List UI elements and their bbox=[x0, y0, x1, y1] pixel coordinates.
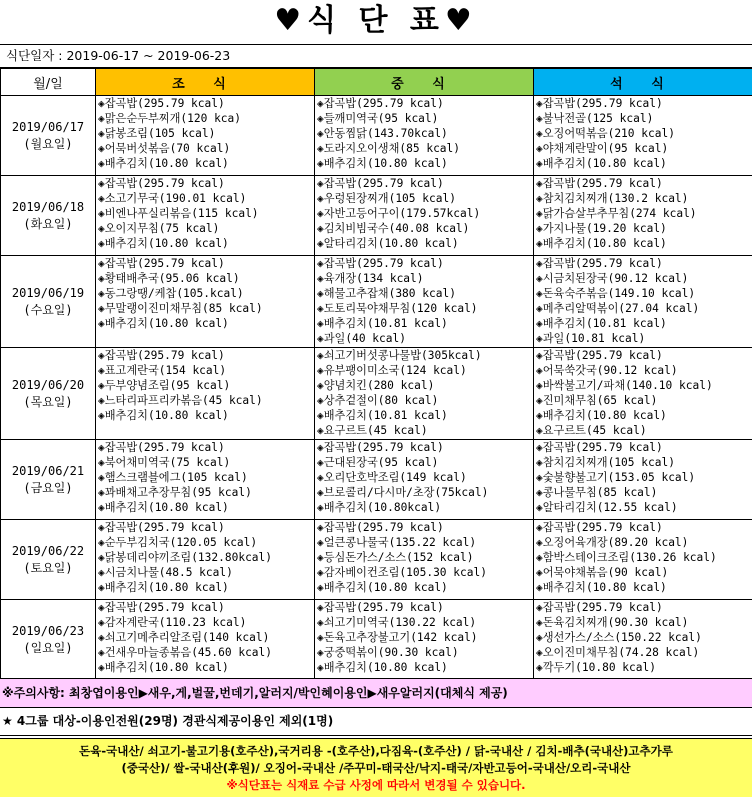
dish-item: ◈생선가스/소스(150.22 kcal) bbox=[536, 631, 702, 644]
day-weekday: (토요일) bbox=[23, 560, 73, 575]
dish-item: ◈요구르트(45 kcal) bbox=[536, 424, 647, 437]
dish-item: ◈어묵버섯볶음(70 kcal) bbox=[98, 142, 231, 155]
dish-item: ◈잡곡밥(295.79 kcal) bbox=[317, 177, 444, 190]
dish-item: ◈닭가슴살부추무침(274 kcal) bbox=[536, 207, 697, 220]
weekly-menu-table bbox=[0, 68, 752, 680]
dish-item: ◈쇠고기버섯콩나물밥(305kcal) bbox=[317, 349, 482, 362]
breakfast-cell bbox=[96, 176, 315, 256]
dish-item: ◈요구르트(45 kcal) bbox=[317, 424, 428, 437]
lunch-cell bbox=[315, 520, 534, 600]
dish-item: ◈잡곡밥(295.79 kcal) bbox=[98, 441, 225, 454]
dish-item: ◈북어채미역국(75 kcal) bbox=[98, 456, 231, 469]
dish-item: ◈배추김치(10.80 kcal) bbox=[317, 157, 448, 170]
day-weekday: (금요일) bbox=[23, 480, 73, 495]
dish-item: ◈숯불향불고기(153.05 kcal) bbox=[536, 471, 696, 484]
dish-item: ◈배추김치(10.80kcal) bbox=[317, 501, 442, 514]
dish-item: ◈잡곡밥(295.79 kcal) bbox=[98, 257, 225, 270]
dish-item: ◈알타리김치(12.55 kcal) bbox=[536, 501, 678, 514]
dinner-cell bbox=[534, 520, 752, 600]
dish-item: ◈표고계란국(154 kcal) bbox=[98, 364, 227, 377]
date-column-header: 월/일 bbox=[1, 69, 96, 96]
dish-item: ◈가지나물(19.20 kcal) bbox=[536, 222, 667, 235]
dish-item: ◈잡곡밥(295.79 kcal) bbox=[98, 177, 225, 190]
lunch-column-header: 중 식 bbox=[315, 69, 534, 96]
group-notice: ★ 4그룹 대상-이용인전원(29명) 경관식제공이용인 제외(1명) bbox=[0, 708, 752, 736]
day-weekday: (월요일) bbox=[23, 136, 73, 151]
lunch-cell bbox=[315, 348, 534, 440]
dish-item: ◈시금치된장국(90.12 kcal) bbox=[536, 272, 689, 285]
period-label: 식단일자 bbox=[6, 48, 55, 63]
day-date: 2019/06/21 bbox=[11, 463, 85, 478]
day-row bbox=[1, 256, 752, 348]
day-weekday: (수요일) bbox=[23, 302, 73, 317]
dish-item: ◈두부양념조림(95 kcal) bbox=[98, 379, 231, 392]
dish-item: ◈도토리묵야채무침(120 kcal) bbox=[317, 302, 478, 315]
dish-item: ◈상추겉절이(80 kcal) bbox=[317, 394, 439, 407]
dish-item: ◈잡곡밥(295.79 kcal) bbox=[98, 601, 225, 614]
dish-item: ◈시금치나물(48.5 kcal) bbox=[98, 566, 233, 579]
dish-item: ◈잡곡밥(295.79 kcal) bbox=[536, 257, 663, 270]
header-row bbox=[1, 69, 752, 96]
dish-item: ◈얼큰콩나물국(135.22 kcal) bbox=[317, 536, 477, 549]
dinner-cell bbox=[534, 176, 752, 256]
origin-info bbox=[0, 738, 752, 797]
dish-item: ◈바싹불고기/파채(140.10 kcal) bbox=[536, 379, 713, 392]
dish-item: ◈배추김치(10.80 kcal) bbox=[98, 661, 229, 674]
dish-item: ◈근대된장국(95 kcal) bbox=[317, 456, 439, 469]
day-row bbox=[1, 520, 752, 600]
dish-item: ◈잡곡밥(295.79 kcal) bbox=[317, 601, 444, 614]
dish-item: ◈맑은순두부찌개(120 kca) bbox=[98, 112, 242, 125]
dish-item: ◈건새우마늘종볶음(45.60 kcal) bbox=[98, 646, 273, 659]
day-weekday: (목요일) bbox=[23, 394, 73, 409]
dish-item: ◈잡곡밥(295.79 kcal) bbox=[536, 601, 663, 614]
day-row bbox=[1, 96, 752, 176]
dish-item: ◈오리단호박조림(149 kcal) bbox=[317, 471, 467, 484]
dish-item: ◈순두부김치국(120.05 kcal) bbox=[98, 536, 258, 549]
day-date: 2019/06/19 bbox=[11, 285, 85, 300]
change-warning: ※식단표는 식재료 수급 사정에 따라서 변경될 수 있습니다. bbox=[226, 778, 526, 792]
dish-item: ◈어묵야채볶음(90 kcal) bbox=[536, 566, 669, 579]
dish-item: ◈양념치킨(280 kcal) bbox=[317, 379, 435, 392]
dish-item: ◈들깨미역국(95 kcal) bbox=[317, 112, 439, 125]
lunch-cell bbox=[315, 600, 534, 680]
day-date: 2019/06/18 bbox=[11, 199, 85, 214]
dish-item: ◈불낙전골(125 kcal) bbox=[536, 112, 654, 125]
day-date: 2019/06/22 bbox=[11, 543, 85, 558]
breakfast-cell bbox=[96, 520, 315, 600]
dish-item: ◈육개장(134 kcal) bbox=[317, 272, 424, 285]
day-date-cell bbox=[1, 176, 96, 256]
dish-item: ◈소고기무국(190.01 kcal) bbox=[98, 192, 247, 205]
dish-item: ◈배추김치(10.80 kcal) bbox=[536, 237, 667, 250]
lunch-cell bbox=[315, 96, 534, 176]
breakfast-cell bbox=[96, 600, 315, 680]
period-range: 2019-06-17 ~ 2019-06-23 bbox=[66, 48, 231, 63]
dish-item: ◈메추리알떡볶이(27.04 kcal) bbox=[536, 302, 700, 315]
dish-item: ◈배추김치(10.80 kcal) bbox=[98, 409, 229, 422]
day-row bbox=[1, 600, 752, 680]
day-row bbox=[1, 348, 752, 440]
dish-item: ◈알타리김치(10.80 kcal) bbox=[317, 237, 459, 250]
day-date: 2019/06/17 bbox=[11, 119, 85, 134]
dish-item: ◈잡곡밥(295.79 kcal) bbox=[317, 441, 444, 454]
dish-item: ◈잡곡밥(295.79 kcal) bbox=[536, 349, 663, 362]
dish-item: ◈잡곡밥(295.79 kcal) bbox=[98, 97, 225, 110]
dish-item: ◈감자계란국(110.23 kcal) bbox=[98, 616, 247, 629]
lunch-cell bbox=[315, 176, 534, 256]
dish-item: ◈콩나물무침(85 kcal) bbox=[536, 486, 658, 499]
dish-item: ◈햄스크램블에그(105 kcal) bbox=[98, 471, 248, 484]
lunch-cell bbox=[315, 440, 534, 520]
allergy-notice: ※주의사항: 최창엽이용인▶새우,게,벌꿀,번데기,알러지/박인혜이용인▶새우알러지(대체식 제공) bbox=[0, 678, 752, 708]
breakfast-cell bbox=[96, 440, 315, 520]
page-title: ♥식 단 표♥ bbox=[274, 3, 478, 38]
dish-item: ◈배추김치(10.80 kcal) bbox=[536, 409, 667, 422]
dish-item: ◈배추김치(10.81 kcal) bbox=[317, 409, 448, 422]
dish-item: ◈배추김치(10.80 kcal) bbox=[98, 501, 229, 514]
dish-item: ◈잡곡밥(295.79 kcal) bbox=[317, 521, 444, 534]
dish-item: ◈잡곡밥(295.79 kcal) bbox=[98, 349, 225, 362]
dish-item: ◈오징어육개장(89.20 kcal) bbox=[536, 536, 689, 549]
dinner-cell bbox=[534, 256, 752, 348]
dish-item: ◈돈육숙주볶음(149.10 kcal) bbox=[536, 287, 696, 300]
day-weekday: (화요일) bbox=[23, 216, 73, 231]
dish-item: ◈오이지무침(75 kcal) bbox=[98, 222, 220, 235]
day-date-cell bbox=[1, 440, 96, 520]
dish-item: ◈배추김치(10.80 kcal) bbox=[317, 581, 448, 594]
dinner-cell bbox=[534, 600, 752, 680]
dish-item: ◈배추김치(10.80 kcal) bbox=[536, 157, 667, 170]
day-date-cell bbox=[1, 256, 96, 348]
dinner-cell bbox=[534, 96, 752, 176]
dish-item: ◈배추김치(10.81 kcal) bbox=[536, 317, 667, 330]
dinner-cell bbox=[534, 440, 752, 520]
period-separator: : bbox=[58, 48, 67, 63]
dish-item: ◈잡곡밥(295.79 kcal) bbox=[536, 177, 663, 190]
dish-item: ◈돈육고추장불고기(142 kcal) bbox=[317, 631, 478, 644]
breakfast-cell bbox=[96, 96, 315, 176]
dish-item: ◈돈육김치찌개(90.30 kcal) bbox=[536, 616, 689, 629]
dish-item: ◈잡곡밥(295.79 kcal) bbox=[317, 97, 444, 110]
dish-item: ◈야채계란말이(95 kcal) bbox=[536, 142, 669, 155]
dish-item: ◈안동찜닭(143.70kcal) bbox=[317, 127, 448, 140]
dinner-cell bbox=[534, 348, 752, 440]
dish-item: ◈황태배추국(95.06 kcal) bbox=[98, 272, 240, 285]
dish-item: ◈감자베이컨조림(105.30 kcal) bbox=[317, 566, 487, 579]
dish-item: ◈잡곡밥(295.79 kcal) bbox=[98, 521, 225, 534]
dish-item: ◈해물고추잡채(380 kcal) bbox=[317, 287, 456, 300]
dish-item: ◈잡곡밥(295.79 kcal) bbox=[536, 97, 663, 110]
dish-item: ◈참치김치찌개(105 kcal) bbox=[536, 456, 675, 469]
day-row bbox=[1, 176, 752, 256]
breakfast-cell bbox=[96, 256, 315, 348]
origin-line-2: (중국산)/ 쌀-국내산(후원)/ 오징어-국내산 /주꾸미-태국산/낙지-태국/자반고등어-국내산/오리-국내산 bbox=[121, 761, 631, 775]
breakfast-cell bbox=[96, 348, 315, 440]
dish-item: ◈궁중떡볶이(90.30 kcal) bbox=[317, 646, 459, 659]
dish-item: ◈비엔나푸실리볶음(115 kcal) bbox=[98, 207, 259, 220]
dish-item: ◈배추김치(10.80 kcal) bbox=[98, 581, 229, 594]
dish-item: ◈배추김치(10.80 kcal) bbox=[98, 317, 229, 330]
day-date-cell bbox=[1, 520, 96, 600]
dish-item: ◈동그랑땡/케찹(105.kcal) bbox=[98, 287, 244, 300]
dinner-column-header: 석 식 bbox=[534, 69, 752, 96]
dish-item: ◈자반고등어구이(179.57kcal) bbox=[317, 207, 481, 220]
dish-item: ◈꽈배채고추장무침(95 kcal) bbox=[98, 486, 252, 499]
dish-item: ◈잡곡밥(295.79 kcal) bbox=[536, 441, 663, 454]
dish-item: ◈함박스테이크조림(130.26 kcal) bbox=[536, 551, 717, 564]
dish-item: ◈배추김치(10.80 kcal) bbox=[98, 157, 229, 170]
dish-item: ◈잡곡밥(295.79 kcal) bbox=[317, 257, 444, 270]
day-weekday: (일요일) bbox=[23, 640, 73, 655]
dish-item: ◈우렁된장찌개(105 kcal) bbox=[317, 192, 456, 205]
dish-item: ◈과일(40 kcal) bbox=[317, 332, 406, 345]
dish-item: ◈깍두기(10.80 kcal) bbox=[536, 661, 656, 674]
dish-item: ◈과일(10.81 kcal) bbox=[536, 332, 646, 345]
menu-period bbox=[0, 44, 752, 68]
dish-item: ◈김치비빔국수(40.08 kcal) bbox=[317, 222, 470, 235]
dish-item: ◈닭봉데리야끼조림(132.80kcal) bbox=[98, 551, 273, 564]
dish-item: ◈오이진미채무침(74.28 kcal) bbox=[536, 646, 700, 659]
dish-item: ◈느타리파프리카볶음(45 kcal) bbox=[98, 394, 263, 407]
day-row bbox=[1, 440, 752, 520]
dish-item: ◈어묵쑥갓국(90.12 kcal) bbox=[536, 364, 678, 377]
dish-item: ◈배추김치(10.81 kcal) bbox=[317, 317, 448, 330]
dish-item: ◈오징어떡볶음(210 kcal) bbox=[536, 127, 675, 140]
dish-item: ◈배추김치(10.80 kcal) bbox=[317, 661, 448, 674]
dish-item: ◈닭봉조림(105 kcal) bbox=[98, 127, 216, 140]
dish-item: ◈유부팽이미소국(124 kcal) bbox=[317, 364, 467, 377]
lunch-cell bbox=[315, 256, 534, 348]
dish-item: ◈참치김치찌개(130.2 kcal) bbox=[536, 192, 689, 205]
menu-body bbox=[1, 96, 752, 680]
dish-item: ◈쇠고기미역국(130.22 kcal) bbox=[317, 616, 477, 629]
dish-item: ◈도라지오이생채(85 kcal) bbox=[317, 142, 461, 155]
day-date-cell bbox=[1, 348, 96, 440]
dish-item: ◈등심돈가스/소스(152 kcal) bbox=[317, 551, 474, 564]
dish-item: ◈진미채무침(65 kcal) bbox=[536, 394, 658, 407]
dish-item: ◈쇠고기메추리알조림(140 kcal) bbox=[98, 631, 270, 644]
origin-line-1: 돈육-국내산/ 쇠고기-불고기용(호주산),국거리용 -(호주산),다짐육-(호주산) / 닭-국내산 / 김치-배추(국내산)고추가루 bbox=[79, 744, 673, 758]
dish-item: ◈무말랭이진미채무침(85 kcal) bbox=[98, 302, 263, 315]
breakfast-column-header: 조 식 bbox=[96, 69, 315, 96]
dish-item: ◈잡곡밥(295.79 kcal) bbox=[536, 521, 663, 534]
dish-item: ◈브로콜리/다시마/초장(75kcal) bbox=[317, 486, 489, 499]
day-date-cell bbox=[1, 96, 96, 176]
day-date-cell bbox=[1, 600, 96, 680]
dish-item: ◈배추김치(10.80 kcal) bbox=[98, 237, 229, 250]
dish-item: ◈배추김치(10.80 kcal) bbox=[536, 581, 667, 594]
day-date: 2019/06/20 bbox=[11, 377, 85, 392]
day-date: 2019/06/23 bbox=[11, 623, 85, 638]
